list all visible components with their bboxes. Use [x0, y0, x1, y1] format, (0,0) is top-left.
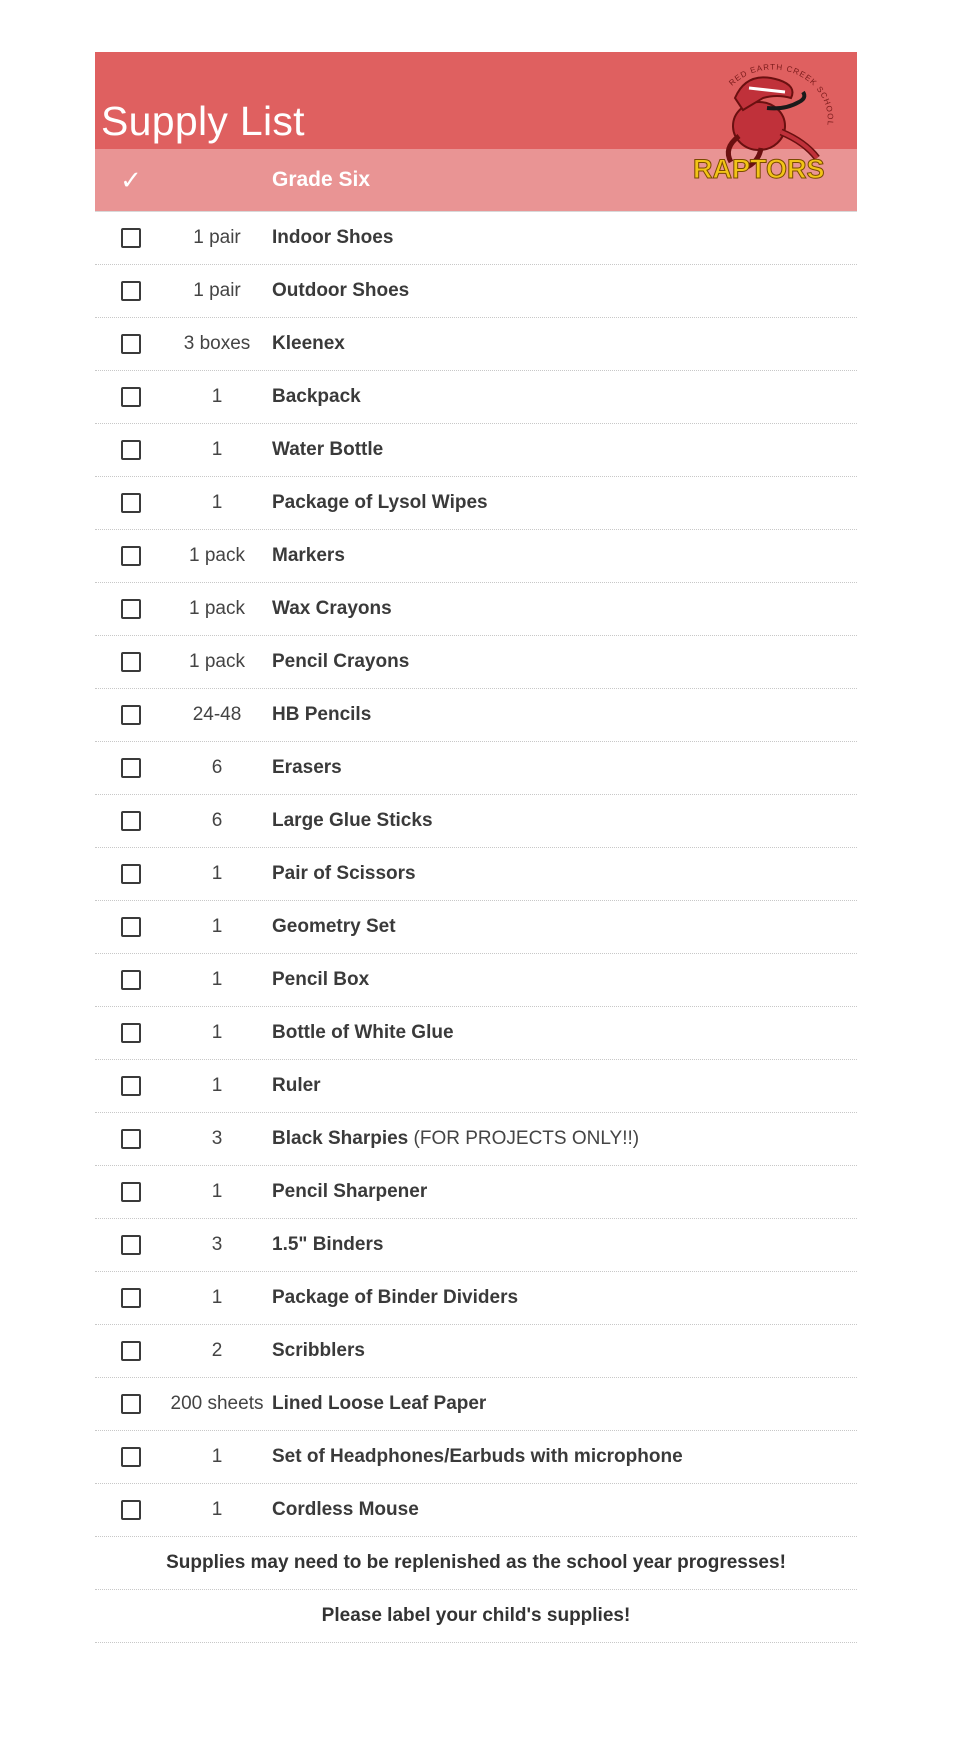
school-logo — [687, 58, 837, 188]
item-quantity: 1 pair — [193, 280, 241, 301]
supply-item-row — [95, 318, 857, 371]
item-name: Indoor Shoes — [272, 227, 394, 248]
item-text — [267, 1287, 518, 1309]
item-checkbox[interactable] — [121, 1076, 141, 1096]
item-text — [267, 1340, 365, 1362]
item-text — [267, 651, 409, 673]
item-text — [267, 863, 416, 885]
item-checkbox[interactable] — [121, 1394, 141, 1414]
item-quantity: 1 — [211, 1287, 223, 1308]
item-checkbox[interactable] — [121, 758, 141, 778]
check-column-icon: ✓ — [120, 164, 142, 195]
item-name: Bottle of White Glue — [272, 1022, 454, 1043]
item-checkbox[interactable] — [121, 1447, 141, 1467]
supply-item-row — [95, 371, 857, 424]
item-text — [267, 757, 342, 779]
item-quantity: 200 sheets — [170, 1393, 264, 1414]
item-checkbox[interactable] — [121, 1288, 141, 1308]
item-name: HB Pencils — [272, 704, 372, 725]
checkbox-cell — [95, 758, 167, 778]
checkbox-cell — [95, 1023, 167, 1043]
item-checkbox[interactable] — [121, 387, 141, 407]
item-checkbox[interactable] — [121, 1341, 141, 1361]
supply-item-row — [95, 636, 857, 689]
item-text — [267, 227, 393, 249]
item-text — [267, 1128, 639, 1150]
item-name: Water Bottle — [272, 439, 384, 460]
item-text — [267, 1022, 454, 1044]
item-text — [267, 280, 409, 302]
item-name: Pencil Box — [272, 969, 370, 990]
item-checkbox[interactable] — [121, 228, 141, 248]
supply-item-row — [95, 848, 857, 901]
item-text — [267, 1181, 427, 1203]
checkbox-cell — [95, 228, 167, 248]
item-checkbox[interactable] — [121, 652, 141, 672]
supply-item-row — [95, 212, 857, 265]
item-checkbox[interactable] — [121, 599, 141, 619]
checkbox-cell — [95, 493, 167, 513]
supply-item-row — [95, 1325, 857, 1378]
supply-item-row — [95, 1113, 857, 1166]
item-quantity: 1 pack — [189, 598, 245, 619]
item-name: Package of Binder Dividers — [272, 1287, 519, 1308]
checkbox-cell — [95, 546, 167, 566]
item-quantity: 1 — [211, 1499, 223, 1520]
item-quantity: 1 — [211, 1022, 223, 1043]
item-name: Pair of Scissors — [272, 863, 416, 884]
item-checkbox[interactable] — [121, 334, 141, 354]
checkbox-cell — [95, 1500, 167, 1520]
item-name: Black Sharpies — [272, 1128, 409, 1149]
item-checkbox[interactable] — [121, 1235, 141, 1255]
supply-item-row — [95, 1484, 857, 1537]
checkbox-cell — [95, 599, 167, 619]
item-name: Geometry Set — [272, 916, 396, 937]
item-text — [267, 492, 488, 514]
checkbox-cell — [95, 1182, 167, 1202]
checkbox-cell — [95, 334, 167, 354]
supply-item-row — [95, 689, 857, 742]
item-quantity: 6 — [211, 810, 223, 831]
item-quantity: 3 — [211, 1234, 223, 1255]
item-text — [267, 810, 433, 832]
item-text — [267, 1393, 486, 1415]
item-text — [267, 386, 361, 408]
item-name: Ruler — [272, 1075, 321, 1096]
supply-item-row — [95, 530, 857, 583]
item-quantity: 2 — [211, 1340, 223, 1361]
item-text — [267, 439, 383, 461]
supply-item-row — [95, 424, 857, 477]
item-quantity: 1 — [211, 386, 223, 407]
supply-item-row — [95, 583, 857, 636]
logo-arc-text: RED EARTH CREEK SCHOOL — [727, 62, 835, 127]
supply-item-row — [95, 1431, 857, 1484]
checkbox-cell — [95, 705, 167, 725]
item-name: Package of Lysol Wipes — [272, 492, 488, 513]
checkbox-cell — [95, 652, 167, 672]
replenish-note: Supplies may need to be replenished as the school year progresses! — [95, 1537, 857, 1590]
item-quantity: 1 — [211, 969, 223, 990]
supply-item-row — [95, 901, 857, 954]
item-quantity: 1 — [211, 863, 223, 884]
item-text — [267, 916, 396, 938]
supply-item-row — [95, 742, 857, 795]
item-name: Backpack — [272, 386, 361, 407]
page-title: Supply List — [101, 98, 305, 144]
item-text — [267, 704, 371, 726]
item-note: (FOR PROJECTS ONLY!!) — [413, 1128, 640, 1149]
supply-item-row — [95, 1378, 857, 1431]
item-quantity: 1 — [211, 492, 223, 513]
checkbox-cell — [95, 387, 167, 407]
item-quantity: 1 — [211, 439, 223, 460]
item-text — [267, 1234, 383, 1256]
item-name: Erasers — [272, 757, 342, 778]
item-quantity: 6 — [211, 757, 223, 778]
item-name: Outdoor Shoes — [272, 280, 410, 301]
item-quantity: 3 — [211, 1128, 223, 1149]
checkbox-cell — [95, 281, 167, 301]
supply-item-row — [95, 1219, 857, 1272]
supply-item-row — [95, 477, 857, 530]
item-checkbox[interactable] — [121, 705, 141, 725]
item-name: Cordless Mouse — [272, 1499, 419, 1520]
checkbox-cell — [95, 917, 167, 937]
item-text — [267, 1075, 321, 1097]
checkbox-cell — [95, 1129, 167, 1149]
item-checkbox[interactable] — [121, 1500, 141, 1520]
checkbox-cell — [95, 1288, 167, 1308]
item-name: Pencil Sharpener — [272, 1181, 428, 1202]
item-checkbox[interactable] — [121, 811, 141, 831]
checkbox-cell — [95, 1394, 167, 1414]
logo-word: RAPTORS — [693, 154, 825, 184]
item-checkbox[interactable] — [121, 493, 141, 513]
supply-items — [95, 212, 857, 1537]
label-note: Please label your child's supplies! — [95, 1590, 857, 1643]
checkbox-cell — [95, 811, 167, 831]
item-name: Markers — [272, 545, 345, 566]
item-quantity: 1 — [211, 1446, 223, 1467]
item-checkbox[interactable] — [121, 864, 141, 884]
supply-item-row — [95, 1272, 857, 1325]
item-name: Pencil Crayons — [272, 651, 410, 672]
item-checkbox[interactable] — [121, 917, 141, 937]
checkbox-cell — [95, 1341, 167, 1361]
supply-item-row — [95, 265, 857, 318]
item-checkbox[interactable] — [121, 440, 141, 460]
checkbox-cell — [95, 1447, 167, 1467]
item-checkbox[interactable] — [121, 1023, 141, 1043]
supply-item-row — [95, 1060, 857, 1113]
item-name: 1.5" Binders — [272, 1234, 384, 1255]
item-text — [267, 969, 369, 991]
supply-item-row — [95, 1007, 857, 1060]
checkbox-cell — [95, 1076, 167, 1096]
checkbox-cell — [95, 970, 167, 990]
item-checkbox[interactable] — [121, 281, 141, 301]
item-text — [267, 1499, 419, 1521]
supply-list-sheet — [95, 52, 857, 1643]
item-quantity: 1 pair — [193, 227, 241, 248]
item-quantity: 1 — [211, 916, 223, 937]
item-name: Lined Loose Leaf Paper — [272, 1393, 487, 1414]
item-quantity: 1 — [211, 1181, 223, 1202]
checkbox-cell — [95, 440, 167, 460]
item-quantity: 1 — [211, 1075, 223, 1096]
item-checkbox[interactable] — [121, 970, 141, 990]
item-checkbox[interactable] — [121, 1182, 141, 1202]
item-quantity: 1 pack — [189, 651, 245, 672]
item-name: Set of Headphones/Earbuds with microphone — [272, 1446, 683, 1467]
supply-item-row — [95, 1166, 857, 1219]
supply-item-row — [95, 795, 857, 848]
checkbox-cell — [95, 1235, 167, 1255]
item-quantity: 24-48 — [192, 704, 242, 725]
item-text — [267, 1446, 683, 1468]
supply-item-row — [95, 954, 857, 1007]
item-name: Large Glue Sticks — [272, 810, 433, 831]
item-name: Wax Crayons — [272, 598, 392, 619]
checkbox-cell — [95, 864, 167, 884]
grade-label: Grade Six — [272, 168, 371, 191]
item-checkbox[interactable] — [121, 546, 141, 566]
item-text — [267, 333, 345, 355]
item-name: Kleenex — [272, 333, 345, 354]
item-name: Scribblers — [272, 1340, 365, 1361]
item-text — [267, 598, 392, 620]
item-quantity: 1 pack — [189, 545, 245, 566]
item-text — [267, 545, 345, 567]
item-checkbox[interactable] — [121, 1129, 141, 1149]
item-quantity: 3 boxes — [183, 333, 251, 354]
